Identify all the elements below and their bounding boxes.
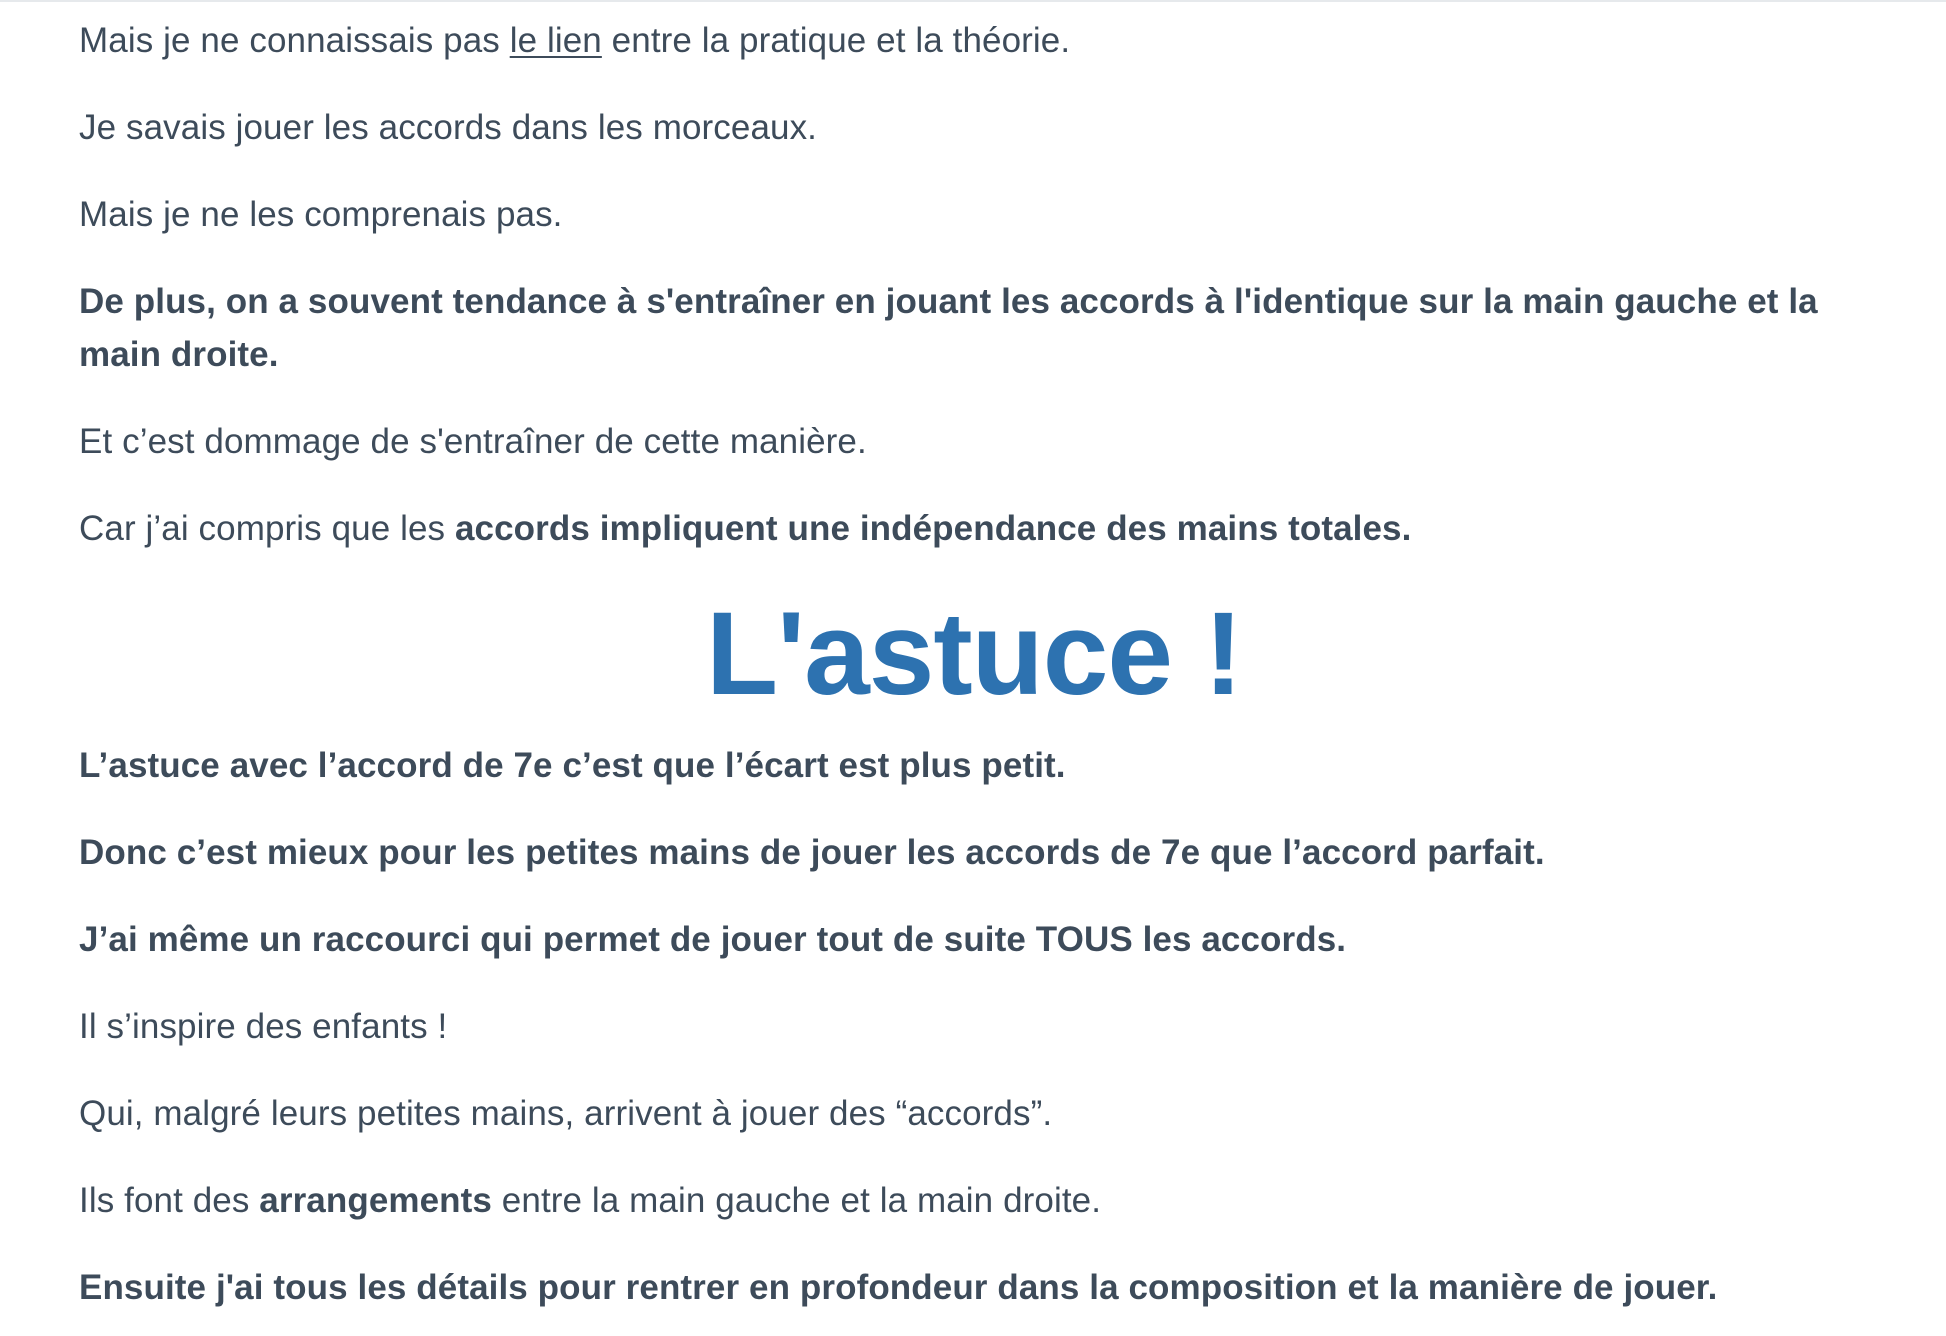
section-heading: L'astuce ! — [705, 588, 1243, 720]
emphasis-text: accords impliquent une indépendance des mains totales. — [454, 509, 1412, 548]
paragraph-accords-quotes: Qui, malgré leurs petites mains, arrivent à jouer des “accords”. — [79, 1094, 1053, 1133]
paragraph-text: Mais je ne connaissais pas — [79, 21, 510, 60]
paragraph-text: entre la pratique et la théorie. — [601, 21, 1071, 60]
paragraph-comprenais: Mais je ne les comprenais pas. — [79, 195, 563, 234]
paragraph-text: Car j’ai compris que les — [79, 509, 455, 548]
paragraph-details: Ensuite j'ai tous les détails pour rentrer en profondeur dans la composition et la manière de jouer. — [79, 1268, 1718, 1307]
emphasis-text: arrangements — [259, 1181, 492, 1220]
paragraph-petites-mains: Donc c’est mieux pour les petites mains de jouer les accords de 7e que l’accord parfait. — [79, 833, 1545, 872]
paragraph-raccourci: J’ai même un raccourci qui permet de jouer tout de suite TOUS les accords. — [79, 920, 1347, 959]
paragraph-text: entre la main gauche et la main droite. — [491, 1181, 1102, 1220]
paragraph-astuce-7e: L’astuce avec l’accord de 7e c’est que l’écart est plus petit. — [79, 746, 1066, 785]
article-body — [79, 14, 1869, 1314]
paragraph-independance — [79, 502, 1869, 555]
paragraph-lien — [79, 14, 1869, 67]
paragraph-text: Ils font des — [79, 1181, 260, 1220]
le-lien-link[interactable]: le lien — [509, 21, 602, 60]
paragraph-enfants: Il s’inspire des enfants ! — [79, 1007, 448, 1046]
paragraph-tendance: De plus, on a souvent tendance à s'entraîner en jouant les accords à l'identique sur la main gauche et la main droite. — [79, 282, 1818, 374]
top-divider — [0, 0, 1946, 2]
paragraph-arrangements — [79, 1174, 1869, 1227]
paragraph-dommage: Et c’est dommage de s'entraîner de cette manière. — [79, 422, 867, 461]
paragraph-savais-jouer: Je savais jouer les accords dans les morceaux. — [79, 108, 817, 147]
